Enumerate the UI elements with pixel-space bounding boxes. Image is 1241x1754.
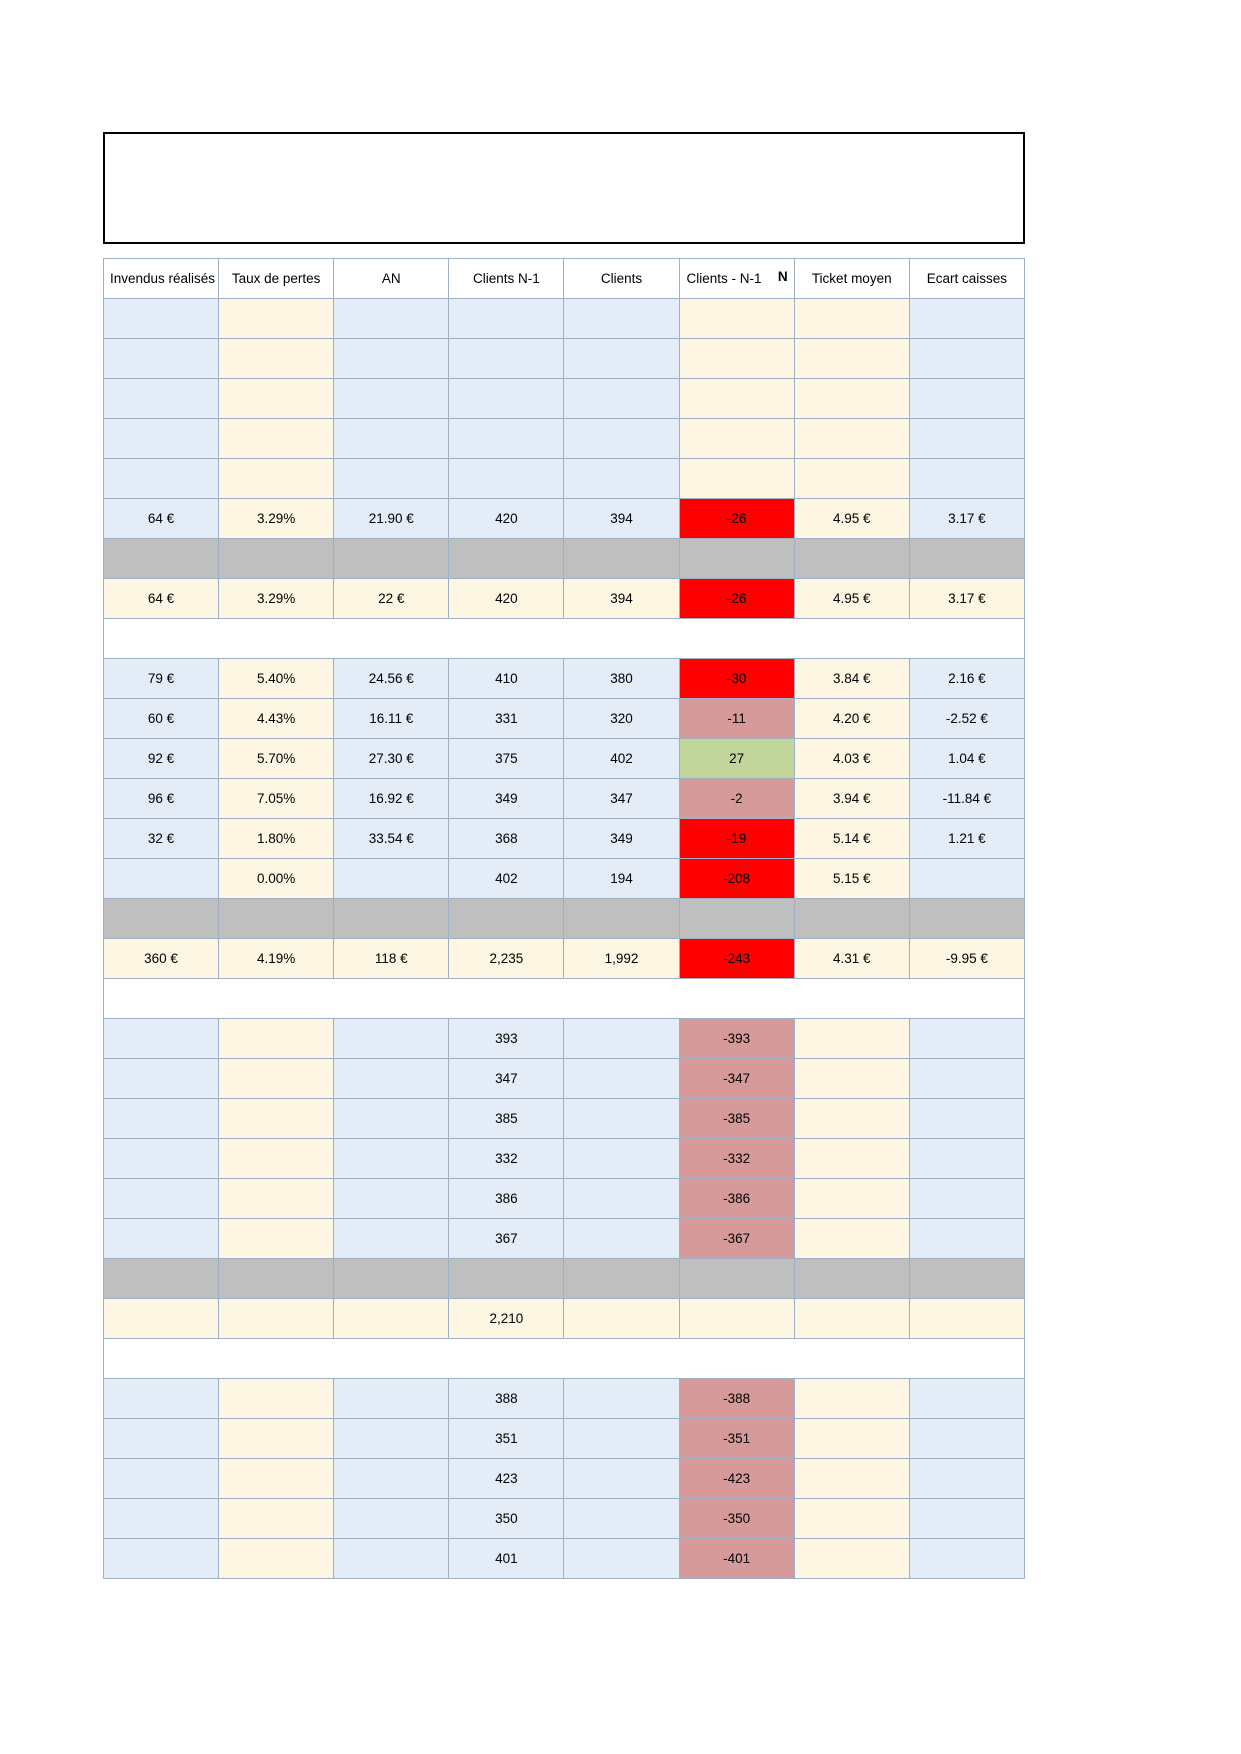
table-cell[interactable]: -2.52 € [909,699,1024,739]
table-cell[interactable] [794,1019,909,1059]
table-body [104,299,1025,1579]
table-cell[interactable] [564,1099,679,1139]
table-cell[interactable] [909,1499,1024,1539]
table-cell[interactable]: 5.40% [219,659,334,699]
table-cell[interactable] [334,1539,449,1579]
table-cell[interactable] [679,1259,794,1299]
table-cell[interactable] [564,1299,679,1339]
table-cell[interactable] [219,1019,334,1059]
table-cell[interactable] [794,459,909,499]
table-cell[interactable]: 423 [449,1459,564,1499]
table-cell[interactable] [679,539,794,579]
table-cell[interactable] [334,1259,449,1299]
table-cell[interactable] [219,1059,334,1099]
table-cell[interactable]: 393 [449,1019,564,1059]
table-cell[interactable] [104,299,219,339]
table-cell[interactable] [334,1059,449,1099]
table-cell[interactable] [909,899,1024,939]
table-row [104,1299,1025,1339]
table-cell[interactable] [449,419,564,459]
table-cell[interactable] [104,459,219,499]
table-row [104,1179,1025,1219]
table-cell[interactable]: 2,210 [449,1299,564,1339]
table-cell[interactable]: -208 [679,859,794,899]
table-row [104,1139,1025,1179]
table-row [104,1419,1025,1459]
column-header-clients-n1: Clients N-1 [449,259,564,299]
table-cell[interactable] [564,299,679,339]
table-cell[interactable] [449,339,564,379]
table-cell[interactable]: 388 [449,1379,564,1419]
table-cell[interactable]: 380 [564,659,679,699]
table-row [104,299,1025,339]
table-cell[interactable] [909,459,1024,499]
column-header-clients-minus-n1-label: Clients - N-1 [686,270,762,286]
table-cell[interactable]: -350 [679,1499,794,1539]
table-cell[interactable]: 4.03 € [794,739,909,779]
table-cell[interactable] [104,1059,219,1099]
table-cell[interactable]: 394 [564,499,679,539]
table-cell[interactable] [564,1019,679,1059]
table-cell[interactable]: 2,235 [449,939,564,979]
table-cell[interactable]: 347 [564,779,679,819]
table-cell[interactable]: 320 [564,699,679,739]
column-header-clients: Clients [564,259,679,299]
table-cell[interactable]: 3.29% [219,499,334,539]
table-header [104,259,1025,299]
table-cell[interactable] [334,459,449,499]
table-cell[interactable]: 7.05% [219,779,334,819]
table-cell[interactable]: 33.54 € [334,819,449,859]
table-cell[interactable] [909,1099,1024,1139]
table-cell[interactable] [334,379,449,419]
table-cell[interactable] [334,1019,449,1059]
table-cell[interactable] [219,1219,334,1259]
table-cell[interactable]: 4.95 € [794,499,909,539]
table-cell[interactable]: 194 [564,859,679,899]
table-cell[interactable] [449,379,564,419]
table-cell[interactable]: 401 [449,1539,564,1579]
block-spacer-cell [104,979,1025,1019]
table-cell[interactable]: 350 [449,1499,564,1539]
table-cell[interactable] [104,1379,219,1419]
table-cell[interactable] [794,1459,909,1499]
table-cell[interactable]: 27 [679,739,794,779]
table-cell[interactable] [104,1179,219,1219]
table-cell[interactable]: 420 [449,579,564,619]
table-cell[interactable] [564,1459,679,1499]
table-cell[interactable] [909,379,1024,419]
table-cell[interactable] [909,1419,1024,1459]
table-cell[interactable] [679,299,794,339]
table-cell[interactable]: 420 [449,499,564,539]
table-cell[interactable]: 16.11 € [334,699,449,739]
table-cell[interactable]: -19 [679,819,794,859]
table-cell[interactable] [679,419,794,459]
table-cell[interactable] [449,459,564,499]
table-cell[interactable]: -30 [679,659,794,699]
table-cell[interactable] [909,1219,1024,1259]
table-cell[interactable]: 4.95 € [794,579,909,619]
table-cell[interactable] [104,1139,219,1179]
table-cell[interactable] [219,1179,334,1219]
table-cell[interactable] [334,899,449,939]
table-cell[interactable] [104,1539,219,1579]
table-cell[interactable]: 1.21 € [909,819,1024,859]
column-header-n-marker: N [777,269,788,284]
table-cell[interactable] [794,1219,909,1259]
data-table [103,258,1025,1579]
block-spacer-row [104,1339,1025,1379]
table-cell[interactable] [449,1259,564,1299]
table-cell[interactable]: 1.04 € [909,739,1024,779]
table-cell[interactable]: 368 [449,819,564,859]
table-cell[interactable]: 5.14 € [794,819,909,859]
table-row [104,1259,1025,1299]
table-cell[interactable] [104,1459,219,1499]
table-cell[interactable]: 349 [449,779,564,819]
table-cell[interactable] [104,1259,219,1299]
table-cell[interactable] [909,1019,1024,1059]
table-cell[interactable] [104,1499,219,1539]
table-cell[interactable]: 5.15 € [794,859,909,899]
table-cell[interactable] [794,299,909,339]
table-cell[interactable] [334,1459,449,1499]
column-header-an: AN [334,259,449,299]
table-cell[interactable] [794,1419,909,1459]
table-cell[interactable] [794,539,909,579]
table-cell[interactable]: 367 [449,1219,564,1259]
table-cell[interactable] [334,1499,449,1539]
table-cell[interactable]: 16.92 € [334,779,449,819]
table-cell[interactable]: 64 € [104,499,219,539]
table-cell[interactable] [909,1299,1024,1339]
table-cell[interactable] [104,1419,219,1459]
table-cell[interactable] [679,379,794,419]
table-cell[interactable]: 331 [449,699,564,739]
table-cell[interactable]: 386 [449,1179,564,1219]
table-cell[interactable] [564,1059,679,1099]
table-cell[interactable] [219,1419,334,1459]
table-cell[interactable]: -401 [679,1539,794,1579]
table-cell[interactable] [564,1219,679,1259]
table-cell[interactable] [794,1139,909,1179]
table-cell[interactable]: 3.29% [219,579,334,619]
table-cell[interactable] [679,459,794,499]
table-row [104,499,1025,539]
block-spacer-row [104,619,1025,659]
table-cell[interactable] [679,339,794,379]
table-cell[interactable] [794,379,909,419]
table-cell[interactable] [564,899,679,939]
table-cell[interactable] [104,1019,219,1059]
table-cell[interactable] [219,459,334,499]
table-cell[interactable]: 3.84 € [794,659,909,699]
table-row [104,939,1025,979]
table-cell[interactable] [219,299,334,339]
table-cell[interactable]: -423 [679,1459,794,1499]
table-cell[interactable] [219,1259,334,1299]
table-cell[interactable]: -367 [679,1219,794,1259]
table-cell[interactable]: 394 [564,579,679,619]
table-row [104,859,1025,899]
table-cell[interactable] [564,1179,679,1219]
table-cell[interactable] [334,1419,449,1459]
table-row [104,1099,1025,1139]
table-cell[interactable] [564,459,679,499]
table-cell[interactable] [794,339,909,379]
table-row [104,1059,1025,1099]
table-cell[interactable]: 3.17 € [909,499,1024,539]
table-cell[interactable]: 92 € [104,739,219,779]
table-cell[interactable]: 24.56 € [334,659,449,699]
table-cell[interactable] [909,1459,1024,1499]
table-row [104,539,1025,579]
table-cell[interactable] [104,1099,219,1139]
table-cell[interactable]: 64 € [104,579,219,619]
table-row [104,379,1025,419]
table-cell[interactable]: 118 € [334,939,449,979]
table-cell[interactable]: -26 [679,499,794,539]
table-cell[interactable] [794,1539,909,1579]
table-cell[interactable]: 4.43% [219,699,334,739]
table-row [104,1539,1025,1579]
table-cell[interactable] [909,1179,1024,1219]
table-row [104,419,1025,459]
column-header-ticket-moyen: Ticket moyen [794,259,909,299]
table-cell[interactable]: 21.90 € [334,499,449,539]
table-cell[interactable]: -388 [679,1379,794,1419]
block-spacer-row [104,979,1025,1019]
table-row [104,579,1025,619]
table-cell[interactable]: 360 € [104,939,219,979]
table-cell[interactable] [909,1259,1024,1299]
table-cell[interactable] [564,539,679,579]
table-cell[interactable] [564,1499,679,1539]
table-cell[interactable] [104,899,219,939]
table-cell[interactable] [219,379,334,419]
table-cell[interactable] [104,1299,219,1339]
table-cell[interactable]: 2.16 € [909,659,1024,699]
column-header-invendus-realises: Invendus réalisés [104,259,219,299]
table-row [104,739,1025,779]
table-cell[interactable] [794,1499,909,1539]
table-cell[interactable]: 5.70% [219,739,334,779]
table-cell[interactable] [909,1059,1024,1099]
table-cell[interactable] [334,339,449,379]
table-cell[interactable]: 3.94 € [794,779,909,819]
table-cell[interactable]: 1,992 [564,939,679,979]
table-cell[interactable] [449,539,564,579]
table-cell[interactable] [564,1379,679,1419]
table-cell[interactable] [909,859,1024,899]
table-cell[interactable] [909,419,1024,459]
table-cell[interactable] [794,1299,909,1339]
table-cell[interactable] [334,419,449,459]
table-cell[interactable]: -11 [679,699,794,739]
table-cell[interactable] [564,379,679,419]
table-cell[interactable] [564,339,679,379]
table-cell[interactable] [104,419,219,459]
table-cell[interactable] [794,1179,909,1219]
header-row [104,259,1025,299]
table-cell[interactable]: 3.17 € [909,579,1024,619]
table-cell[interactable] [449,899,564,939]
table-cell[interactable]: 402 [564,739,679,779]
table-cell[interactable] [449,299,564,339]
table-row [104,339,1025,379]
table-cell[interactable] [794,1099,909,1139]
table-row [104,459,1025,499]
table-cell[interactable]: 402 [449,859,564,899]
table-cell[interactable] [219,1459,334,1499]
table-cell[interactable]: 32 € [104,819,219,859]
table-cell[interactable]: 4.31 € [794,939,909,979]
table-cell[interactable] [909,539,1024,579]
table-cell[interactable]: -11.84 € [909,779,1024,819]
table-cell[interactable]: 22 € [334,579,449,619]
table-cell[interactable] [679,899,794,939]
table-cell[interactable] [334,1139,449,1179]
table-cell[interactable] [104,379,219,419]
block-spacer-cell [104,619,1025,659]
table-cell[interactable] [334,1099,449,1139]
table-cell[interactable] [679,1299,794,1339]
table-cell[interactable]: -26 [679,579,794,619]
table-cell[interactable]: 332 [449,1139,564,1179]
table-cell[interactable] [219,1499,334,1539]
table-cell[interactable]: 347 [449,1059,564,1099]
table-cell[interactable]: 96 € [104,779,219,819]
table-cell[interactable] [909,1139,1024,1179]
table-row [104,1019,1025,1059]
table-cell[interactable] [219,539,334,579]
table-cell[interactable] [909,299,1024,339]
table-row [104,1499,1025,1539]
table-cell[interactable]: -9.95 € [909,939,1024,979]
table-cell[interactable]: 0.00% [219,859,334,899]
table-cell[interactable] [564,1539,679,1579]
table-row [104,779,1025,819]
table-cell[interactable]: -243 [679,939,794,979]
table-cell[interactable]: 27.30 € [334,739,449,779]
table-cell[interactable] [104,539,219,579]
table-cell[interactable] [334,859,449,899]
table-cell[interactable]: 410 [449,659,564,699]
column-header-taux-de-pertes: Taux de pertes [219,259,334,299]
table-cell[interactable] [909,1539,1024,1579]
table-cell[interactable]: -347 [679,1059,794,1099]
table-cell[interactable] [564,1259,679,1299]
table-row [104,1459,1025,1499]
table-cell[interactable] [794,1059,909,1099]
table-cell[interactable] [794,899,909,939]
table-cell[interactable]: -351 [679,1419,794,1459]
table-cell[interactable] [794,1379,909,1419]
table-row [104,819,1025,859]
table-cell[interactable] [219,1539,334,1579]
table-cell[interactable]: 385 [449,1099,564,1139]
table-cell[interactable] [334,1219,449,1259]
table-cell[interactable] [219,1379,334,1419]
table-cell[interactable]: 375 [449,739,564,779]
column-header-ecart-caisses: Ecart caisses [909,259,1024,299]
table-cell[interactable]: 60 € [104,699,219,739]
table-cell[interactable] [564,419,679,459]
table-cell[interactable] [219,339,334,379]
table-cell[interactable]: -386 [679,1179,794,1219]
table-cell[interactable]: -2 [679,779,794,819]
table-cell[interactable]: 4.19% [219,939,334,979]
table-cell[interactable] [104,339,219,379]
table-cell[interactable] [334,299,449,339]
table-cell[interactable]: 349 [564,819,679,859]
table-cell[interactable] [334,539,449,579]
table-cell[interactable] [219,1099,334,1139]
table-cell[interactable] [219,1299,334,1339]
table-cell[interactable] [104,859,219,899]
table-row [104,699,1025,739]
table-cell[interactable]: -393 [679,1019,794,1059]
table-cell[interactable] [794,419,909,459]
table-row [104,1219,1025,1259]
table-row [104,899,1025,939]
table-cell[interactable]: 1.80% [219,819,334,859]
table-cell[interactable]: 4.20 € [794,699,909,739]
table-row [104,659,1025,699]
table-cell[interactable] [564,1139,679,1179]
empty-title-box [103,132,1025,244]
table-cell[interactable] [219,419,334,459]
table-cell[interactable] [334,1379,449,1419]
table-cell[interactable] [219,899,334,939]
table-cell[interactable]: -385 [679,1099,794,1139]
table-cell[interactable] [334,1299,449,1339]
table-cell[interactable] [794,1259,909,1299]
table-cell[interactable]: 351 [449,1419,564,1459]
column-header-clients-minus-n1 [679,259,794,299]
table-cell[interactable] [564,1419,679,1459]
block-spacer-cell [104,1339,1025,1379]
table-cell[interactable] [909,339,1024,379]
table-cell[interactable] [219,1139,334,1179]
table-cell[interactable] [334,1179,449,1219]
table-row [104,1379,1025,1419]
table-cell[interactable] [909,1379,1024,1419]
table-cell[interactable]: 79 € [104,659,219,699]
table-cell[interactable] [104,1219,219,1259]
table-cell[interactable]: -332 [679,1139,794,1179]
spreadsheet-area [103,258,1025,1579]
